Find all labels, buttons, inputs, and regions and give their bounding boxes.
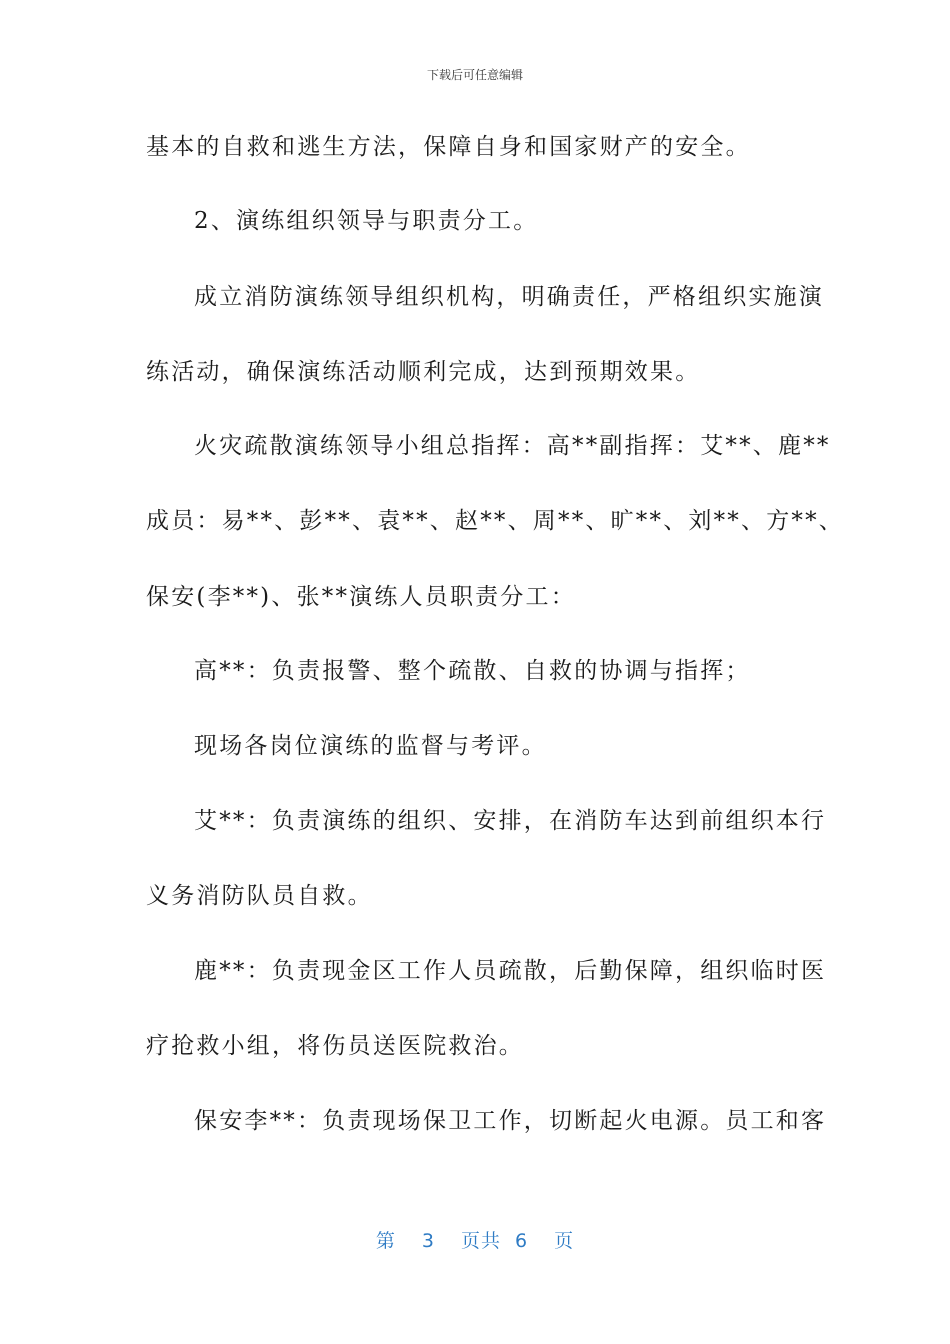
body-line-9: 现场各岗位演练的监督与考评。 [194,733,547,759]
body-line-14: 保安李**：负责现场保卫工作，切断起火电源。员工和客 [194,1108,827,1134]
body-line-6: 成员：易**、彭**、袁**、赵**、周**、旷**、刘**、方**、 [146,508,845,534]
footer-suffix: 页 [554,1230,575,1252]
current-page-number: 3 [421,1230,435,1252]
total-pages-number: 6 [515,1230,529,1252]
body-line-12: 鹿**：负责现金区工作人员疏散，后勤保障，组织临时医 [194,958,827,984]
body-line-3: 成立消防演练领导组织机构，明确责任，严格组织实施演 [194,284,824,310]
body-line-13: 疗抢救小组，将伤员送医院救治。 [146,1033,524,1059]
section-heading: 2、演练组织领导与职责分工。 [194,208,539,234]
body-line-7: 保安(李**)、张**演练人员职责分工： [146,584,576,610]
body-line-10: 艾**：负责演练的组织、安排，在消防车达到前组织本行 [194,808,827,834]
footer-middle: 页共 [460,1230,501,1252]
body-line-5: 火灾疏散演练领导小组总指挥：高**副指挥：艾**、鹿** [194,433,831,459]
page-number-footer [0,1226,950,1253]
body-line-8: 高**：负责报警、整个疏散、自救的协调与指挥； [194,658,751,684]
footer-prefix: 第 [375,1230,396,1252]
body-line-1: 基本的自救和逃生方法，保障自身和国家财产的安全。 [146,134,751,160]
body-line-11: 义务消防队员自救。 [146,883,373,909]
body-line-4: 练活动，确保演练活动顺利完成，达到预期效果。 [146,359,701,385]
page-header-note: 下载后可任意编辑 [426,68,523,82]
